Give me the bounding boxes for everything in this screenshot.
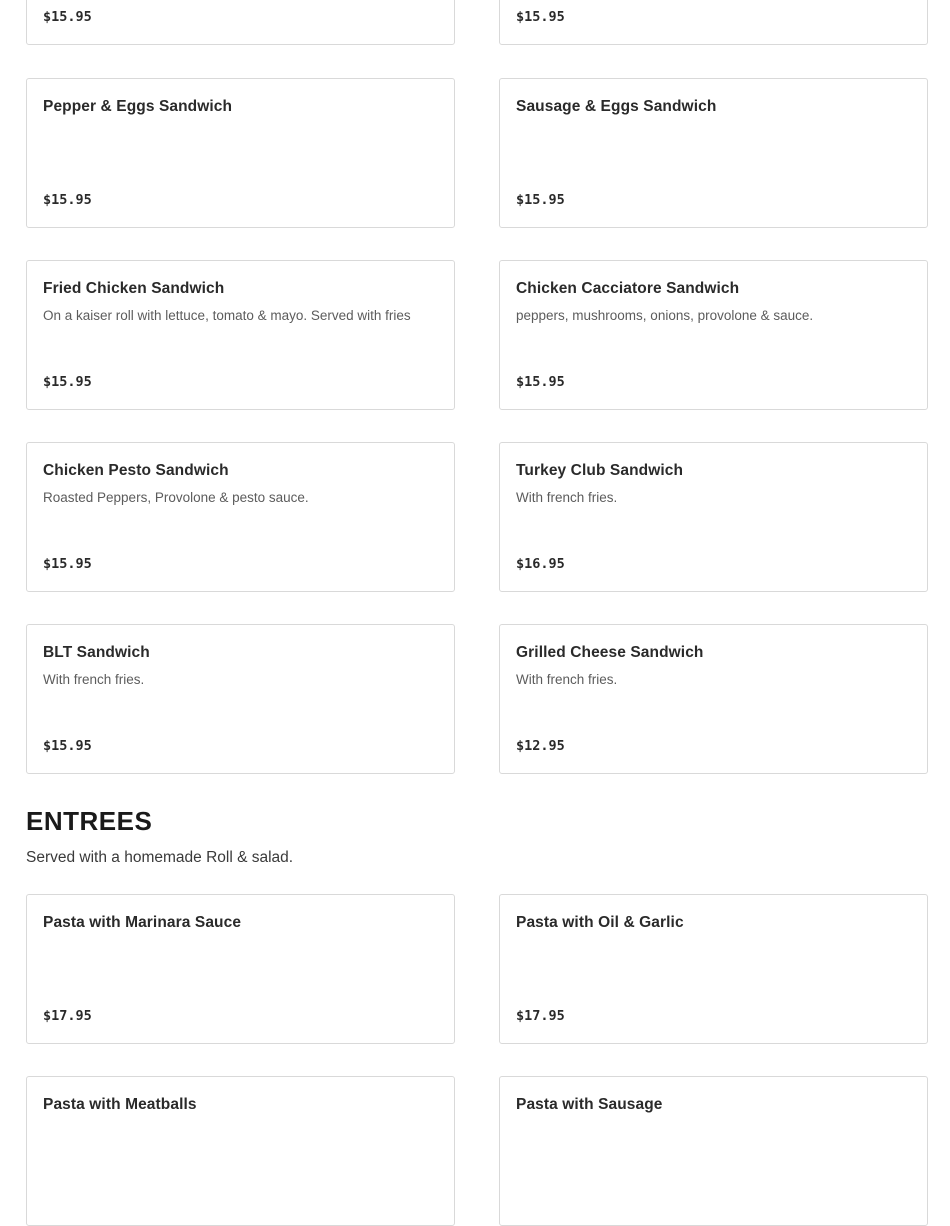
section-title: ENTREES <box>26 806 153 836</box>
item-price: $15.95 <box>43 9 92 25</box>
menu-item-card[interactable] <box>26 624 455 774</box>
item-name: Sausage & Eggs Sandwich <box>516 98 717 115</box>
item-price: $15.95 <box>43 738 92 754</box>
item-description: With french fries. <box>516 490 618 505</box>
item-price: $15.95 <box>516 9 565 25</box>
item-description: Roasted Peppers, Provolone & pesto sauce. <box>43 490 309 505</box>
item-description: With french fries. <box>516 672 618 687</box>
item-name: BLT Sandwich <box>43 644 150 661</box>
menu-item-card[interactable] <box>26 260 455 410</box>
menu-item-card[interactable] <box>26 78 455 228</box>
item-name: Pasta with Oil & Garlic <box>516 914 684 931</box>
menu-item-card[interactable] <box>499 78 928 228</box>
item-name: Turkey Club Sandwich <box>516 462 684 479</box>
menu-item-card[interactable] <box>499 442 928 592</box>
menu-item-card[interactable] <box>26 0 455 45</box>
menu-item-card[interactable] <box>499 0 928 45</box>
item-name: Fried Chicken Sandwich <box>43 280 225 297</box>
item-name: Pasta with Sausage <box>516 1096 663 1113</box>
item-name: Grilled Cheese Sandwich <box>516 644 704 661</box>
item-price: $12.95 <box>516 738 565 754</box>
item-price: $17.95 <box>516 1008 565 1024</box>
item-price: $15.95 <box>43 556 92 572</box>
item-description: On a kaiser roll with lettuce, tomato & mayo. Served with fries <box>43 308 411 323</box>
menu-item-card[interactable] <box>499 894 928 1044</box>
section-subtitle: Served with a homemade Roll & salad. <box>26 849 294 866</box>
item-description: With french fries. <box>43 672 145 687</box>
item-price: $15.95 <box>43 374 92 390</box>
item-description: peppers, mushrooms, onions, provolone & sauce. <box>516 308 814 323</box>
menu-item-card[interactable] <box>26 1076 455 1226</box>
item-price: $15.95 <box>516 192 565 208</box>
menu-item-card[interactable] <box>26 442 455 592</box>
item-name: Chicken Cacciatore Sandwich <box>516 280 740 297</box>
item-name: Pasta with Meatballs <box>43 1096 197 1113</box>
menu-item-card[interactable] <box>26 894 455 1044</box>
item-price: $15.95 <box>516 374 565 390</box>
menu-item-card[interactable] <box>499 260 928 410</box>
menu-item-card[interactable] <box>499 624 928 774</box>
item-name: Pepper & Eggs Sandwich <box>43 98 233 115</box>
item-name: Chicken Pesto Sandwich <box>43 462 229 479</box>
item-price: $16.95 <box>516 556 565 572</box>
menu-item-card[interactable] <box>499 1076 928 1226</box>
item-price: $17.95 <box>43 1008 92 1024</box>
item-price: $15.95 <box>43 192 92 208</box>
item-name: Pasta with Marinara Sauce <box>43 914 242 931</box>
